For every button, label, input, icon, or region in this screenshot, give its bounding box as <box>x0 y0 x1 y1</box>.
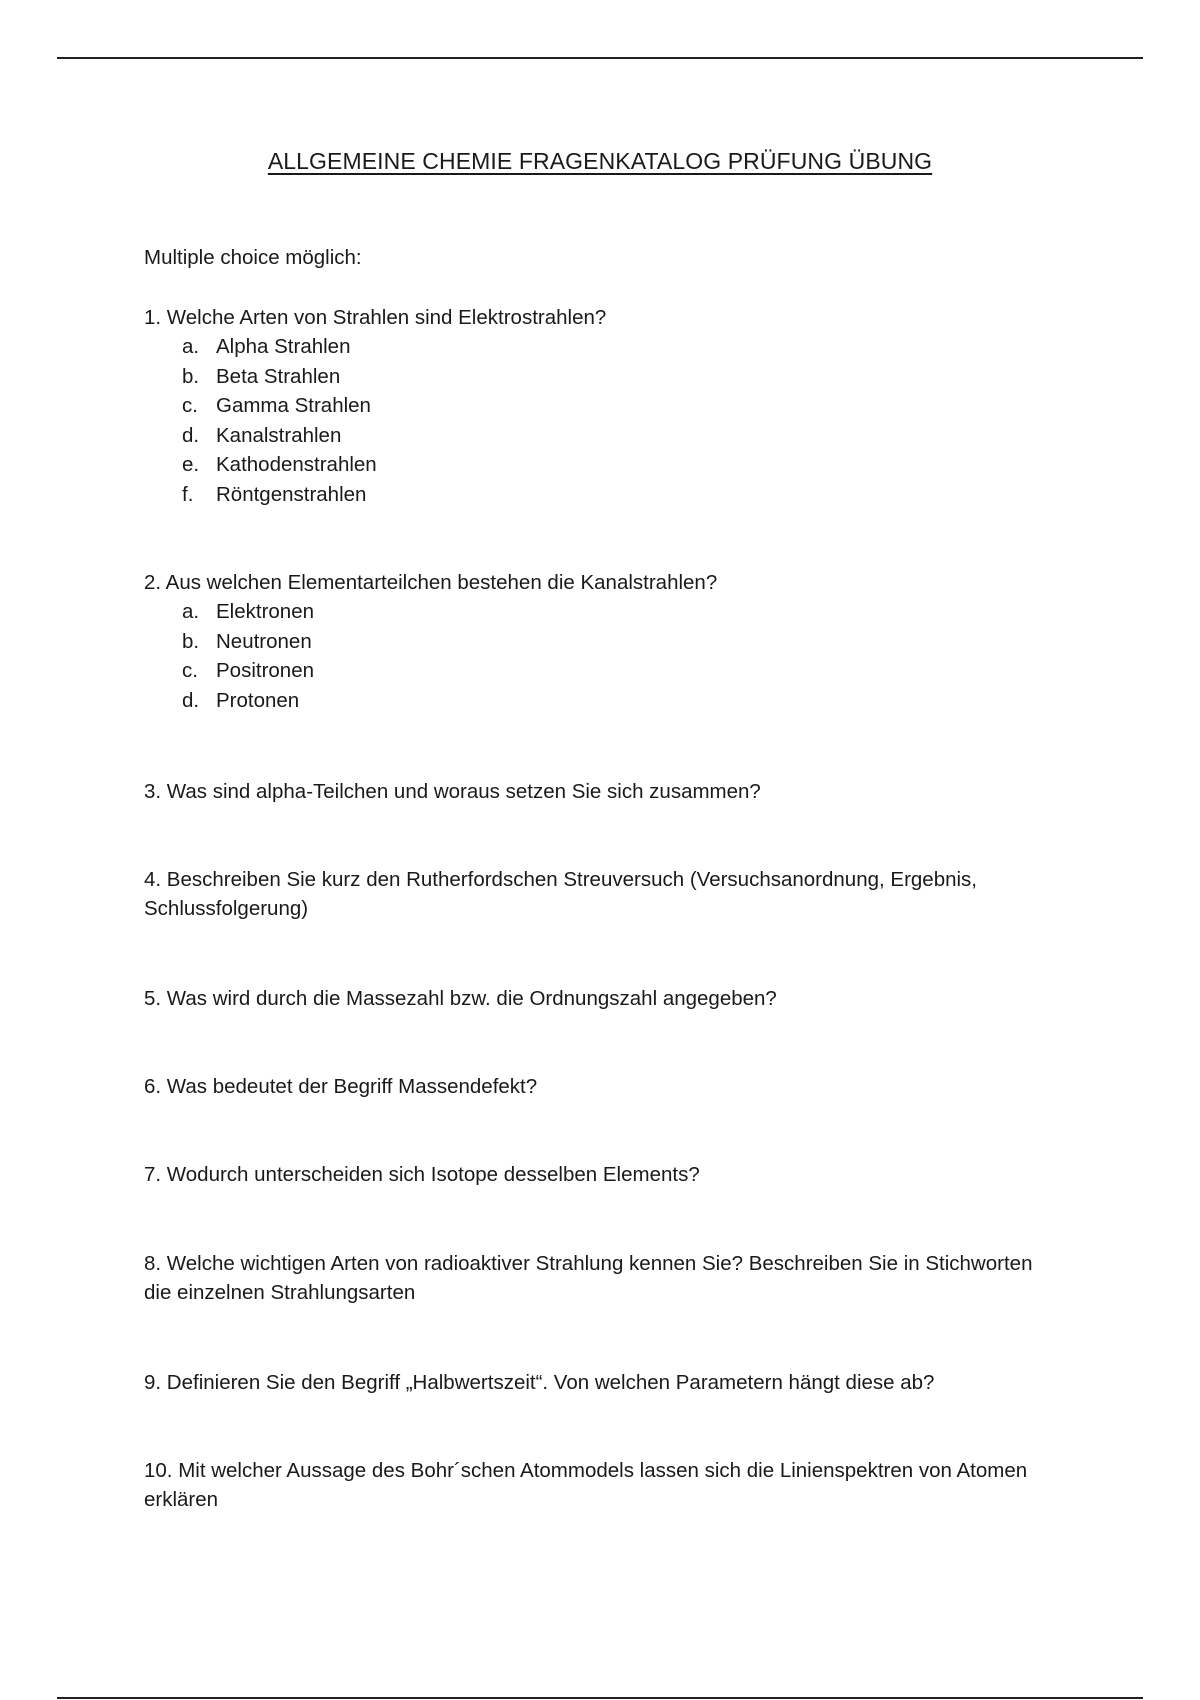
option-text: Kanalstrahlen <box>216 423 342 447</box>
option-letter: b. <box>182 629 200 653</box>
option-2c <box>144 656 1064 686</box>
top-rule <box>57 57 1143 59</box>
option-text: Röntgenstrahlen <box>216 482 367 506</box>
option-text: Kathodenstrahlen <box>216 453 377 476</box>
option-letter: d. <box>182 688 200 712</box>
option-1b <box>144 362 1064 392</box>
document-title <box>0 146 1200 176</box>
option-letter: e. <box>182 453 200 476</box>
option-letter: d. <box>182 423 200 447</box>
option-2d <box>144 686 1064 716</box>
option-1d <box>144 421 1064 451</box>
question-1-options <box>144 332 1064 509</box>
option-text: Neutronen <box>216 629 312 653</box>
question-2-options <box>144 597 1064 715</box>
option-2b <box>144 627 1064 657</box>
bottom-rule <box>57 1697 1143 1699</box>
question-1-text: 1. Welche Arten von Strahlen sind Elektrostrahlen? <box>144 306 607 329</box>
option-text: Gamma Strahlen <box>216 394 371 417</box>
option-1c <box>144 391 1064 421</box>
option-text: Beta Strahlen <box>216 364 341 388</box>
question-8: 8. Welche wichtigen Arten von radioaktiver Strahlung kennen Sie? Beschreiben Sie in Stichworten die einzelnen Strahlungsarten <box>144 1252 1033 1304</box>
document-title-text: ALLGEMEINE CHEMIE FRAGENKATALOG PRÜFUNG ÜBUNG <box>267 148 933 174</box>
question-4: 4. Beschreiben Sie kurz den Rutherfordschen Streuversuch (Versuchsanordnung, Ergebnis, Schlussfolgerung) <box>144 868 978 920</box>
question-2-text: 2. Aus welchen Elementarteilchen bestehen die Kanalstrahlen? <box>144 571 718 594</box>
option-2a <box>144 597 1064 627</box>
question-9: 9. Definieren Sie den Begriff „Halbwertszeit“. Von welchen Parametern hängt diese ab? <box>144 1371 935 1394</box>
option-letter: c. <box>182 659 198 682</box>
question-3: 3. Was sind alpha-Teilchen und woraus setzen Sie sich zusammen? <box>144 780 761 803</box>
question-2 <box>144 568 1064 715</box>
option-1a <box>144 332 1064 362</box>
option-letter: b. <box>182 364 200 388</box>
question-7: 7. Wodurch unterscheiden sich Isotope desselben Elements? <box>144 1163 700 1186</box>
option-1e <box>144 450 1064 480</box>
option-letter: c. <box>182 394 198 417</box>
option-text: Protonen <box>216 688 300 712</box>
question-5: 5. Was wird durch die Massezahl bzw. die Ordnungszahl angegeben? <box>144 987 777 1010</box>
option-text: Positronen <box>216 659 315 682</box>
option-letter: a. <box>182 335 200 358</box>
option-1f <box>144 480 1064 510</box>
option-letter: a. <box>182 600 200 623</box>
option-letter: f. <box>182 482 194 506</box>
question-10: 10. Mit welcher Aussage des Bohr´schen Atommodels lassen sich die Linienspektren von Atomen erklären <box>144 1459 1028 1511</box>
option-text: Elektronen <box>216 600 315 623</box>
question-1 <box>144 303 1064 509</box>
intro-text: Multiple choice möglich: <box>144 246 362 269</box>
question-6: 6. Was bedeutet der Begriff Massendefekt? <box>144 1075 538 1098</box>
option-text: Alpha Strahlen <box>216 335 351 358</box>
